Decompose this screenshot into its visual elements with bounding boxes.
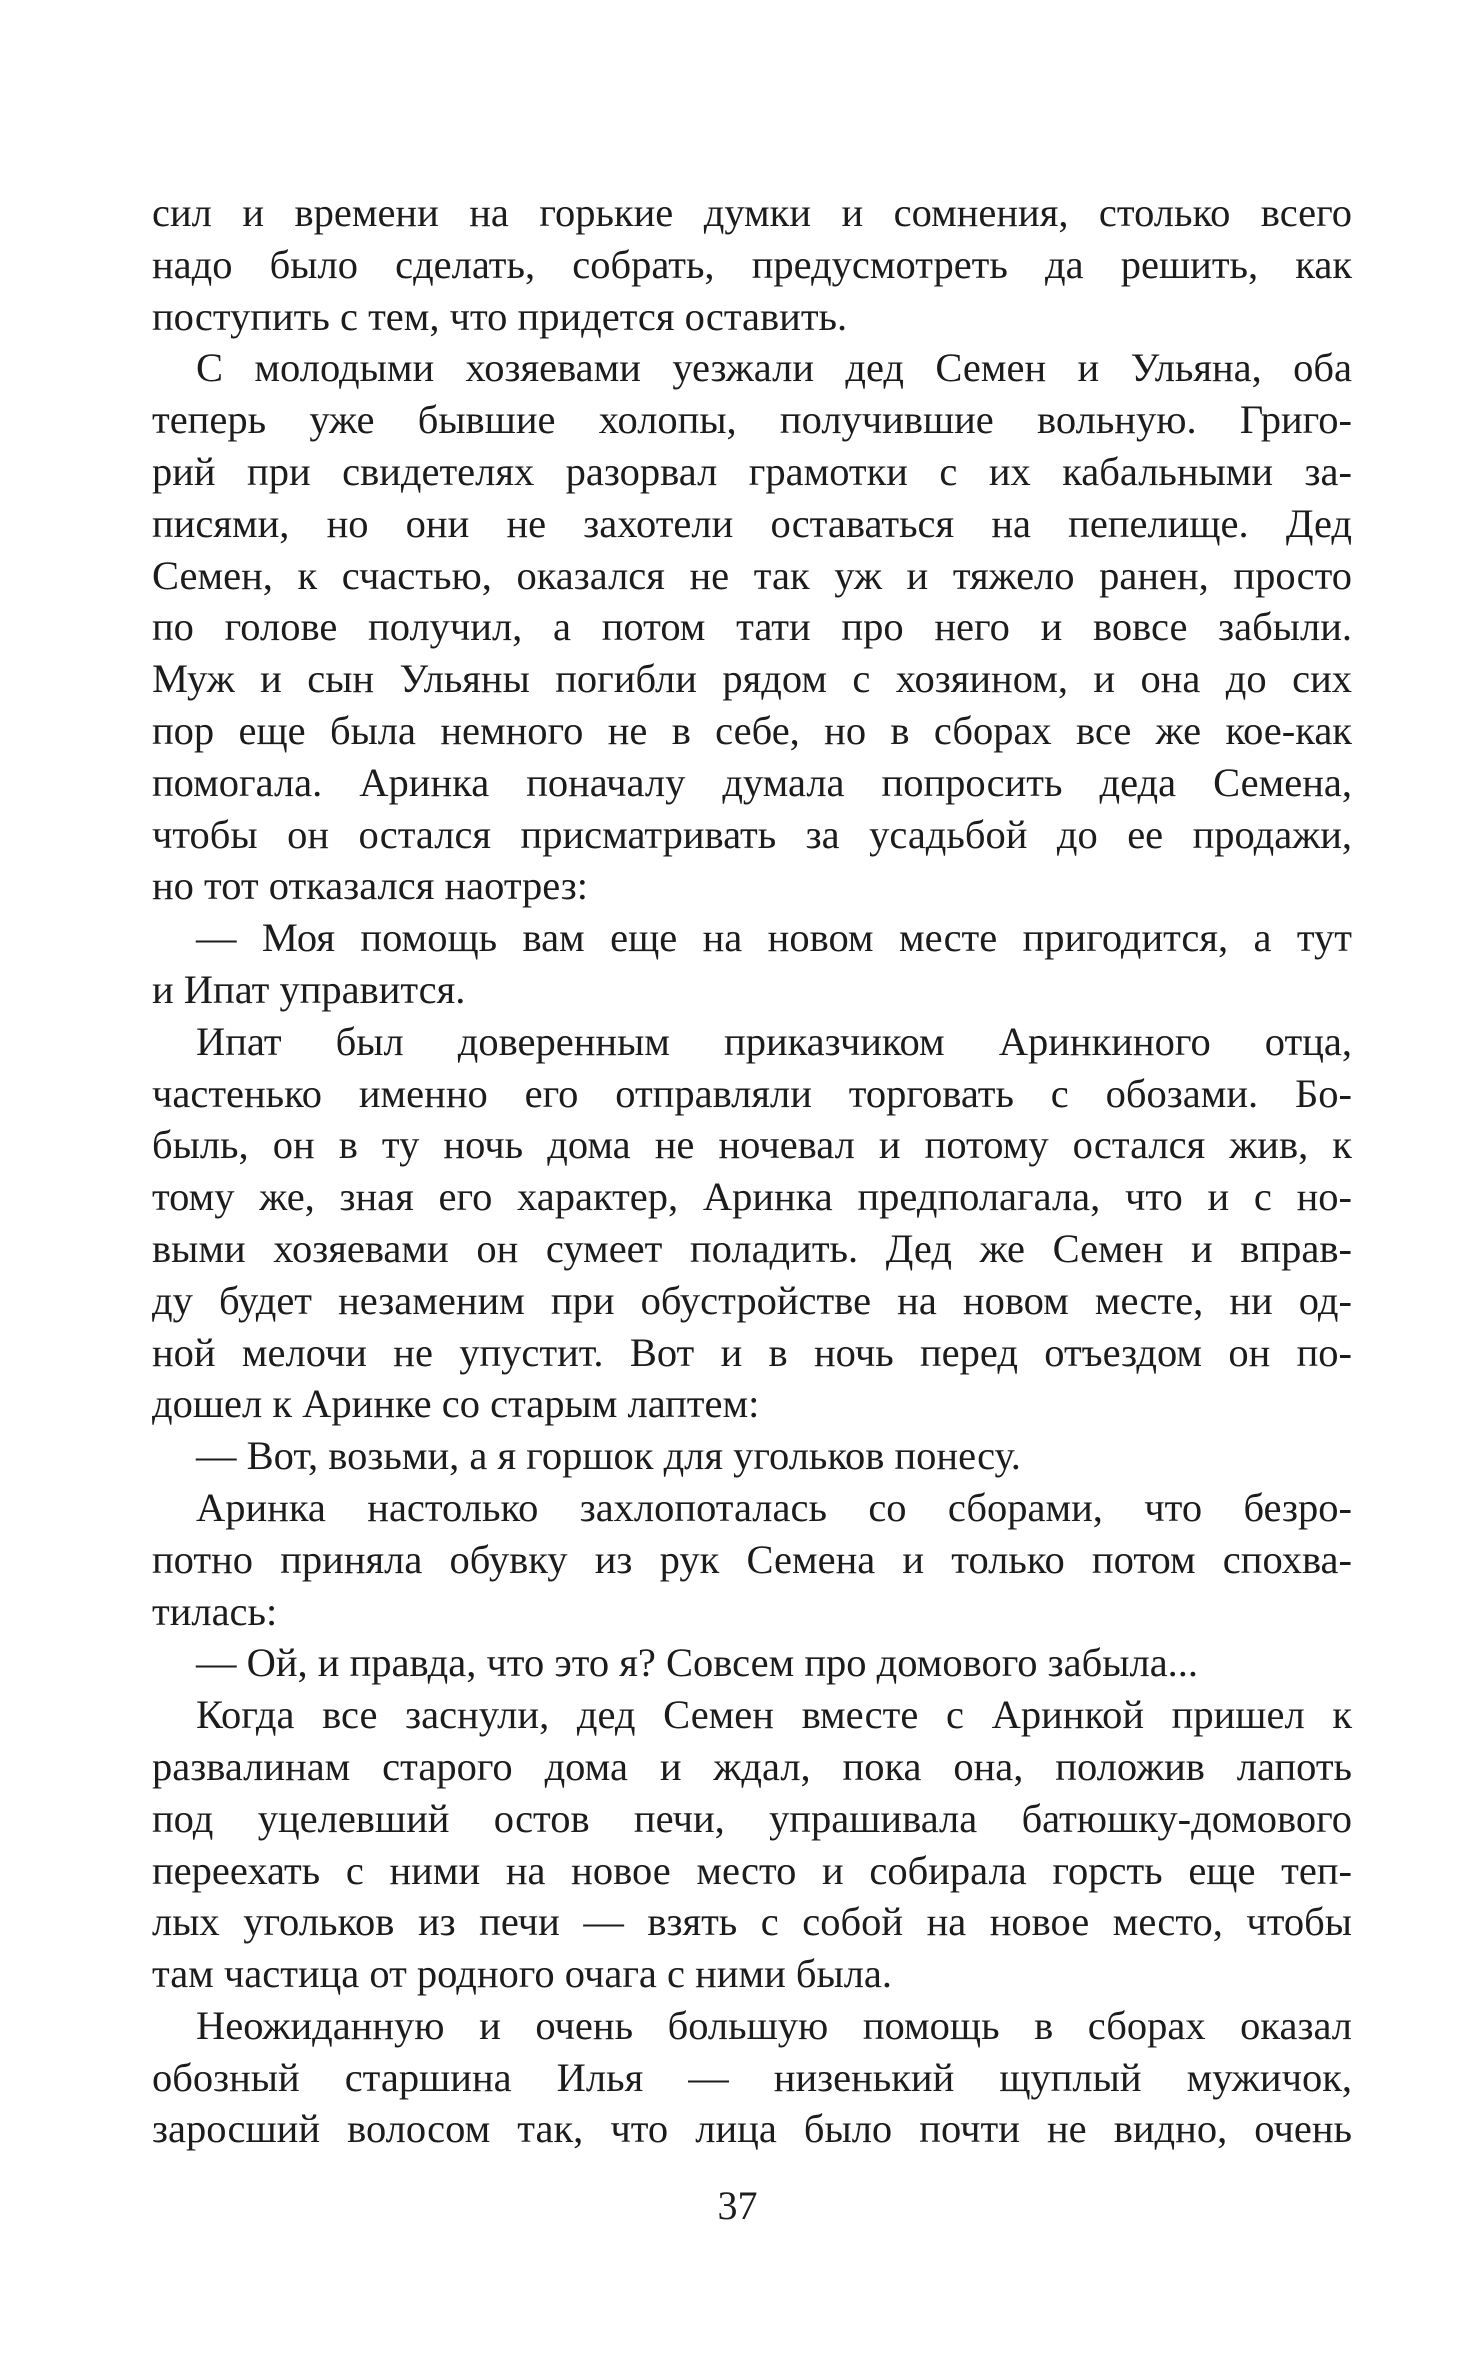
text-line: ду будет незаменим при обустройстве на новом месте, ни од- [152,1277,1352,1323]
text-line: и Ипат управится. [152,966,466,1012]
page-number: 37 [717,2183,758,2228]
text-line: Ипат был доверенным приказчиком Аринкиного отца, [196,1018,1352,1064]
text-line: дошел к Аринке со старым лаптем: [152,1381,760,1427]
text-line: быль, он в ту ночь дома не ночевал и потому остался жив, к [152,1122,1352,1168]
text-line: помогала. Аринка поначалу думала попросить деда Семена, [152,759,1352,805]
body-text [152,187,1352,2155]
text-line: Аринка настолько захлопоталась со сборами, что безро- [196,1484,1352,1530]
text-line: выми хозяевами он сумеет поладить. Дед же Семен и вправ- [152,1225,1352,1271]
text-line: теперь уже бывшие холопы, получившие вольную. Григо- [152,397,1352,443]
text-line: — Моя помощь вам еще на новом месте пригодится, а тут [196,915,1352,961]
text-line: Когда все заснули, дед Семен вместе с Аринкой пришел к [196,1692,1352,1738]
text-line: тому же, зная его характер, Аринка предполагала, что и с но- [152,1174,1352,1220]
text-line: переехать с ними на новое место и собирала горсть еще теп- [152,1847,1352,1893]
text-line: по голове получил, а потом тати про него и вовсе забыли. [152,604,1352,650]
text-line: тилась: [152,1588,278,1634]
text-line: писями, но они не захотели оставаться на пепелище. Дед [152,500,1352,546]
text-line: Семен, к счастью, оказался не так уж и тяжело ранен, просто [152,552,1352,598]
text-line: пор еще была немного не в себе, но в сборах все же кое-как [152,707,1352,753]
text-line: надо было сделать, собрать, предусмотреть да решить, как [152,241,1352,287]
text-line: сил и времени на горькие думки и сомнения, столько всего [152,190,1352,235]
text-line: заросший волосом так, что лица было почти не видно, очень [152,2106,1352,2152]
text-line: потно приняла обувку из рук Семена и только потом спохва- [152,1536,1352,1582]
text-line: рий при свидетелях разорвал грамотки с их кабальными за- [152,448,1352,494]
text-line: частенько именно его отправляли торговать с обозами. Бо- [152,1070,1352,1116]
text-line: Муж и сын Ульяны погибли рядом с хозяином, и она до сих [152,656,1352,702]
text-line: ной мелочи не упустит. Вот и в ночь перед отъездом он по- [152,1329,1352,1375]
text-line: Неожиданную и очень большую помощь в сборах оказал [196,2002,1352,2048]
text-line: развалинам старого дома и ждал, пока она, положив лапоть [152,1743,1352,1789]
text-line: чтобы он остался присматривать за усадьбой до ее продажи, [152,811,1352,857]
text-line: под уцелевший остов печи, упрашивала батюшку-домового [152,1795,1352,1841]
text-line: обозный старшина Илья — низенький щуплый мужичок, [152,2054,1352,2100]
text-line: — Вот, возьми, а я горшок для угольков понесу. [196,1433,1021,1479]
text-line: С молодыми хозяевами уезжали дед Семен и Ульяна, оба [196,345,1352,391]
text-line: там частица от родного очага с ними была. [152,1951,893,1997]
text-line: лых угольков из печи — взять с собой на новое место, чтобы [152,1899,1352,1945]
text-line: — Ой, и правда, что это я? Совсем про домового забыла... [196,1640,1199,1686]
text-line: но тот отказался наотрез: [152,863,589,909]
text-line: поступить с тем, что придется оставить. [152,293,848,339]
